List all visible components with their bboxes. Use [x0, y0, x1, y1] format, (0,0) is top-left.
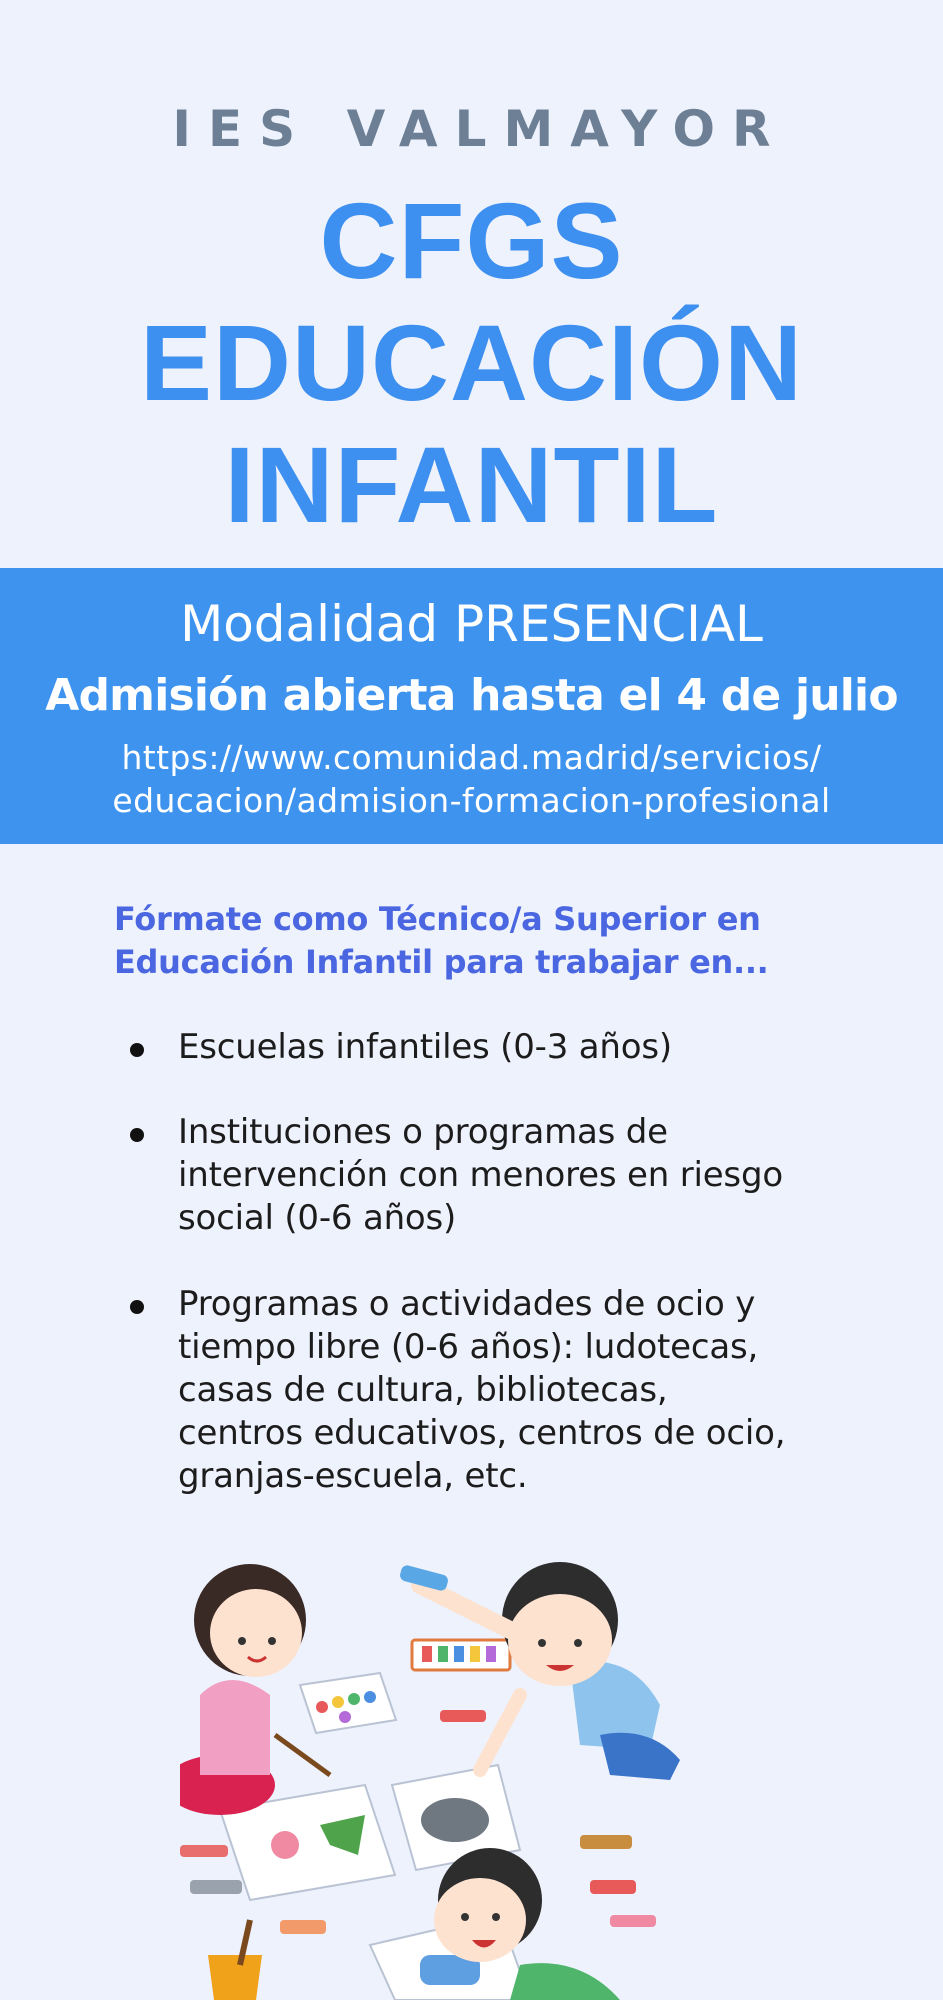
- paint-tube: [470, 1646, 480, 1662]
- paint-tube: [590, 1880, 636, 1894]
- paint-tube: [280, 1920, 326, 1934]
- admission-link[interactable]: [0, 736, 943, 822]
- title-line-3: INFANTIL: [224, 424, 719, 545]
- paint-tube: [438, 1646, 448, 1662]
- paint-dot: [316, 1701, 328, 1713]
- bullet-icon: [130, 1043, 144, 1057]
- palette-tray: [300, 1673, 396, 1733]
- intro-line-1: Fórmate como Técnico/a Superior en: [114, 900, 761, 938]
- paint-tube: [610, 1915, 656, 1927]
- paint-dot: [332, 1696, 344, 1708]
- paint-tube: [440, 1710, 486, 1722]
- modality-text: Modalidad PRESENCIAL: [180, 595, 763, 653]
- page-title: [0, 180, 943, 546]
- paint-dot: [348, 1693, 360, 1705]
- list-item-line: social (0-6 años): [178, 1198, 457, 1238]
- flower-drawing: [271, 1831, 299, 1859]
- paint-tube: [580, 1835, 632, 1849]
- title-line-2: EDUCACIÓN: [139, 302, 803, 423]
- bullet-icon: [130, 1128, 144, 1142]
- admission-banner: [0, 568, 943, 844]
- paint-tube: [486, 1646, 496, 1662]
- intro-line-2: Educación Infantil para trabajar en...: [114, 943, 769, 981]
- paint-tube: [422, 1646, 432, 1662]
- school-name: IES VALMAYOR: [172, 100, 788, 158]
- list-item-line: granjas-escuela, etc.: [178, 1456, 528, 1496]
- list-item-line: Instituciones o programas de: [178, 1112, 668, 1152]
- paint-bucket: [208, 1955, 262, 2000]
- paint-dot: [364, 1691, 376, 1703]
- list-item-line: tiempo libre (0-6 años): ludotecas,: [178, 1327, 759, 1367]
- list-item-line: casas de cultura, bibliotecas,: [178, 1370, 668, 1410]
- paint-tube: [454, 1646, 464, 1662]
- admission-deadline: Admisión abierta hasta el 4 de julio: [45, 670, 898, 721]
- admission-link-line-2[interactable]: educacion/admision-formacion-profesional: [112, 781, 831, 820]
- paint-tube: [190, 1880, 242, 1894]
- paint-dot: [339, 1711, 351, 1723]
- title-line-1: CFGS: [319, 180, 624, 301]
- list-item: [178, 1026, 898, 1069]
- children-painting-illustration: [180, 1545, 770, 2000]
- list-item-line: Escuelas infantiles (0-3 años): [178, 1027, 672, 1067]
- admission-link-line-1[interactable]: https://www.comunidad.madrid/servicios/: [121, 738, 822, 777]
- list-item-line: centros educativos, centros de ocio,: [178, 1413, 786, 1453]
- paint-tube: [180, 1845, 228, 1857]
- intro-heading: [114, 898, 874, 984]
- list-item-line: Programas o actividades de ocio y: [178, 1284, 756, 1324]
- bullet-icon: [130, 1300, 144, 1314]
- list-item: [178, 1283, 898, 1498]
- list-item-line: intervención con menores en riesgo: [178, 1155, 783, 1195]
- elephant-drawing: [421, 1798, 489, 1842]
- list-item: [178, 1111, 898, 1240]
